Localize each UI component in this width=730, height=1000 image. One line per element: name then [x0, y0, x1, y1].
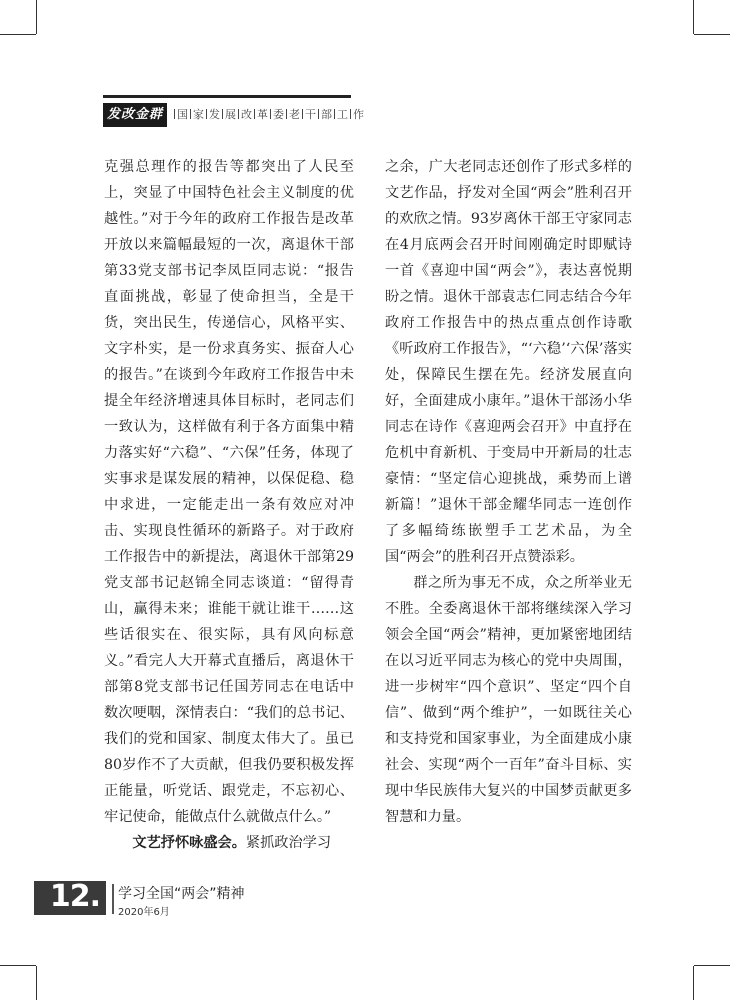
crop-mark [0, 34, 36, 35]
crop-mark [694, 965, 730, 966]
unit-char: 改 [241, 108, 252, 121]
unit-char: 工 [337, 108, 348, 121]
unit-char: 老 [289, 108, 300, 121]
unit-char: 部 [321, 108, 332, 121]
article-column-left [104, 154, 354, 856]
article-column-right [385, 154, 632, 830]
unit-char: 干 [305, 108, 316, 121]
unit-char: 委 [273, 108, 284, 121]
paragraph-text: 紧抓政治学习 [245, 835, 332, 851]
page-number: 12. [49, 879, 100, 914]
header-rule [103, 95, 351, 98]
unit-char: 展 [225, 108, 236, 121]
unit-char: 革 [257, 108, 268, 121]
paragraph: 克强总理作的报告等都突出了人民至上，突显了中国特色社会主义制度的优越性。”对于今年的政府工作报告是改革开放以来篇幅最短的一次，离退休干部第33党支部书记李凤臣同志说：“报告直面挑战，彰显了使命担当，全是干货，突出民生，传递信心，风格平实、文字朴实，是一份求真务实、振奋人心的报告。”在谈到今年政府工作报告中未提全年经济增速具体目标时，老同志们一致认为，这样做有利于各方面集中精力落实好“六稳”、“六保”任务，体现了实事求是谋发展的精神，以保促稳、稳中求进，一定能走出一条有效应对冲击、实现良性循环的新路子。对于政府工作报告中的新提法，离退休干部第29党支部书记赵锦全同志谈道：“留得青山，赢得未来；谁能干就让谁干……这些话很实在、很实际，具有风向标意义。”看完人大开幕式直播后，离退休干部第8党支部书记任国芳同志在电话中数次哽咽，深情表白：“我们的总书记、我们的党和国家、制度太伟大了。虽已80岁作不了大贡献，但我仍要积极发挥正能量，听党话、跟党走，不忘初心、牢记使命，能做点什么就做点什么。” [104, 159, 354, 825]
unit-char: 家 [193, 108, 204, 121]
journal-brand: 发改金群 [103, 103, 167, 127]
crop-mark [693, 966, 694, 1000]
crop-mark [694, 34, 730, 35]
paragraph: 之余，广大老同志还创作了形式多样的文艺作品，抒发对全国“两会”胜利召开的欢欣之情。93岁离休干部王守家同志在4月底两会召开时间刚确定时即赋诗一首《喜迎中国“两会”》，表达喜悦期盼之情。退休干部袁志仁同志结合今年政府工作报告中的热点重点创作诗歌《听政府工作报告》，“‘六稳’‘六保’落实处，保障民生摆在先。经济发展直向好，全面建成小康年。”退休干部汤小华同志在诗作《喜迎两会召开》中直抒在危机中育新机、于变局中开新局的壮志豪情：“坚定信心迎挑战，乘势而上谱新篇！”退休干部金耀华同志一连创作了多幅绮练嵌塑手工艺术品，为全国“两会”的胜利召开点赞添彩。 [385, 159, 632, 565]
crop-mark [0, 965, 36, 966]
crop-mark [36, 966, 37, 1000]
crop-mark [693, 0, 694, 34]
footer-divider [112, 884, 114, 914]
footer-section-title: 学习全国“两会”精神 [118, 886, 245, 902]
footer-date: 2020年6月 [118, 907, 170, 918]
unit-name [172, 105, 364, 125]
unit-char: 国 [177, 108, 188, 121]
section-lead: 文艺抒怀咏盛会。 [132, 835, 246, 851]
paragraph [104, 830, 354, 856]
paragraph: 群之所为事无不成，众之所举业无不胜。全委离退休干部将继续深入学习领会全国“两会”精神，更加紧密地团结在以习近平同志为核心的党中央周围，进一步树牢“四个意识”、坚定“四个自信”、做到“两个维护”，一如既往关心和支持党和国家事业，为全面建成小康社会、实现“两个一百年”奋斗目标、实现中华民族伟大复兴的中国梦贡献更多智慧和力量。 [385, 575, 632, 825]
unit-char: 发 [209, 108, 220, 121]
unit-char: 作 [353, 108, 364, 121]
crop-mark [36, 0, 37, 34]
